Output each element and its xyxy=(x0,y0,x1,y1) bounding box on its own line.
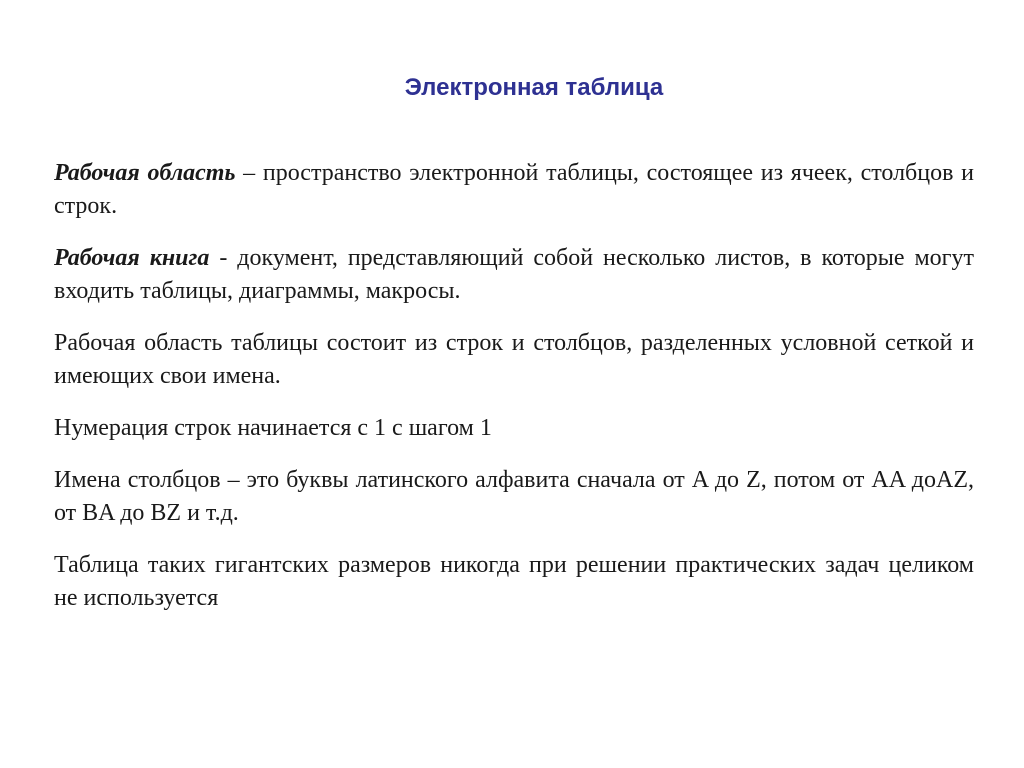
term-workbook: Рабочая книга xyxy=(54,245,210,271)
paragraph-row-numbering: Нумерация строк начинается с 1 с шагом 1 xyxy=(54,415,492,441)
term-workspace: Рабочая область xyxy=(54,160,236,186)
slide-body xyxy=(54,157,974,634)
paragraph-grid-structure: Рабочая область таблицы состоит из строк и столбцов, разделенных условной сеткой и имеющих свои имена. xyxy=(54,330,974,389)
paragraph-table-size: Таблица таких гигантских размеров никогда при решении практических задач целиком не используется xyxy=(54,552,974,611)
paragraph-column-names: Имена столбцов – это буквы латинского алфавита сначала от A до Z, потом от AA доAZ, от BA до BZ и т.д. xyxy=(54,467,975,526)
definition-workbook: - документ, представляющий собой несколько листов, в которые могут входить таблицы, диаграммы, макросы. xyxy=(54,245,974,304)
definition-workspace: – пространство электронной таблицы, состоящее из ячеек, столбцов и строк. xyxy=(54,160,974,219)
slide-title: Электронная таблица xyxy=(404,74,664,101)
paragraph-workbook-definition xyxy=(54,242,974,308)
paragraph-workspace-definition xyxy=(54,157,974,223)
